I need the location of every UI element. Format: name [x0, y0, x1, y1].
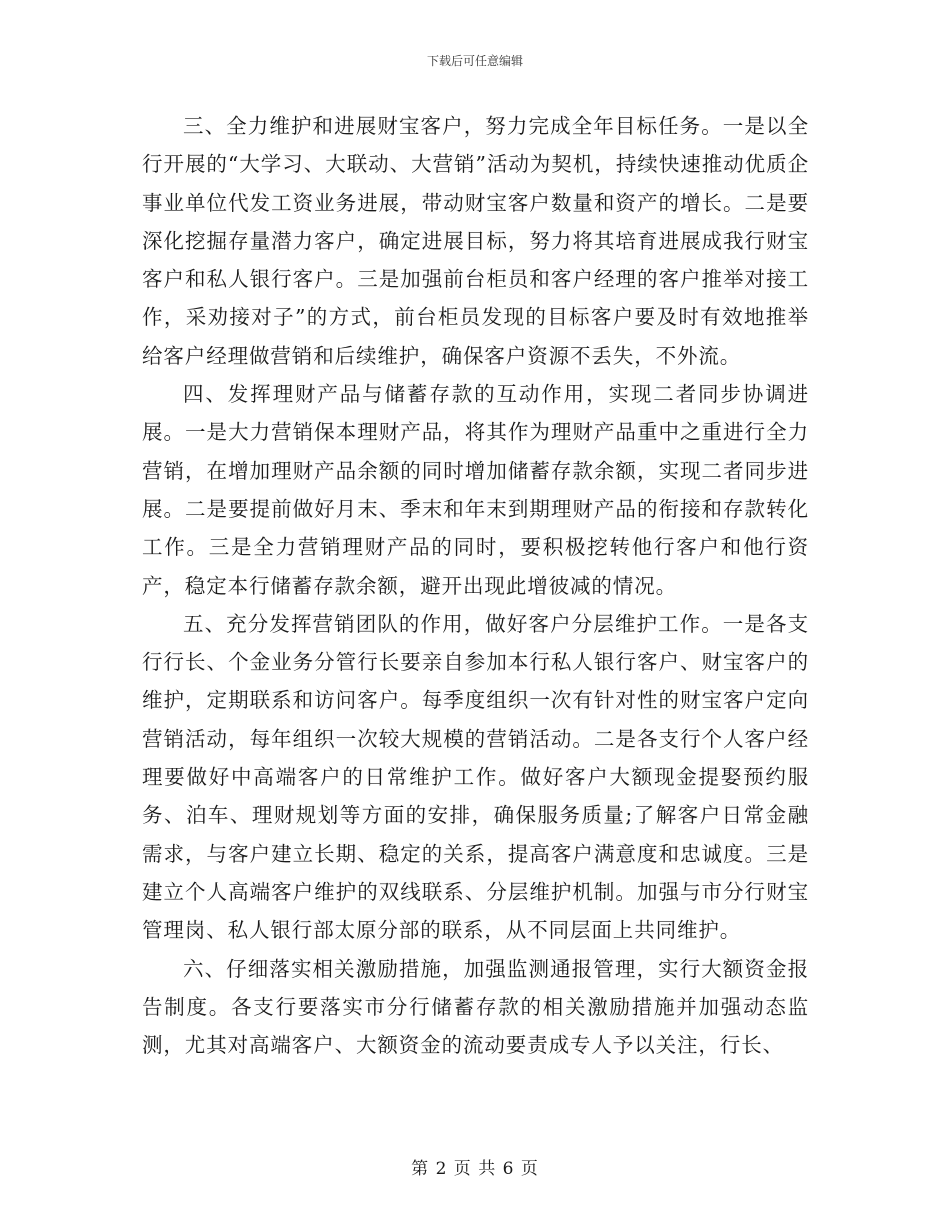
- page-header: 下载后可任意编辑: [426, 54, 523, 68]
- paragraph-4: 四、发挥理财产品与储蓄存款的互动作用，实现二者同步协调进展。一是大力营销保本理财产品，将其作为理财产品重中之重进行全力营销，在增加理财产品余额的同时增加储蓄存款余额，实现二者同步进展。二是要提前做好月末、季末和年末到期理财产品的衔接和存款转化工作。三是全力营销理财产品的同时，要积极挖转他行客户和他行资产，稳定本行储蓄存款余额，避开出现此增彼减的情况。: [142, 382, 809, 598]
- paragraph-3: 三、全力维护和进展财宝客户，努力完成全年目标任务。一是以全行开展的“大学习、大联动、大营销”活动为契机，持续快速推动优质企事业单位代发工资业务进展，带动财宝客户数量和资产的增长。二是要深化挖掘存量潜力客户，确定进展目标，努力将其培育进展成我行财宝客户和私人银行客户。三是加强前台柜员和客户经理的客户推举对接工作，采劝接对子”的方式，前台柜员发现的目标客户要及时有效地推举给客户经理做营销和后续维护，确保客户资源不丢失，不外流。: [142, 114, 809, 368]
- page-number-footer: 第 2 页 共 6 页: [411, 1159, 539, 1179]
- paragraph-6: 六、仔细落实相关激励措施，加强监测通报管理，实行大额资金报告制度。各支行要落实市分行储蓄存款的相关激励措施并加强动态监测，尤其对高端客户、大额资金的流动要责成专人予以关注，行长、: [142, 956, 809, 1058]
- paragraph-5: 五、充分发挥营销团队的作用，做好客户分层维护工作。一是各支行行长、个金业务分管行长要亲自参加本行私人银行客户、财宝客户的维护，定期联系和访问客户。每季度组织一次有针对性的财宝客户定向营销活动，每年组织一次较大规模的营销活动。二是各支行个人客户经理要做好中高端客户的日常维护工作。做好客户大额现金提娶预约服务、泊车、理财规划等方面的安排，确保服务质量;了解客户日常金融需求，与客户建立长期、稳定的关系，提高客户满意度和忠诚度。三是建立个人高端客户维护的双线联系、分层维护机制。加强与市分行财宝管理岗、私人银行部太原分部的联系，从不同层面上共同维护。: [142, 611, 809, 943]
- document-body: [142, 107, 809, 1064]
